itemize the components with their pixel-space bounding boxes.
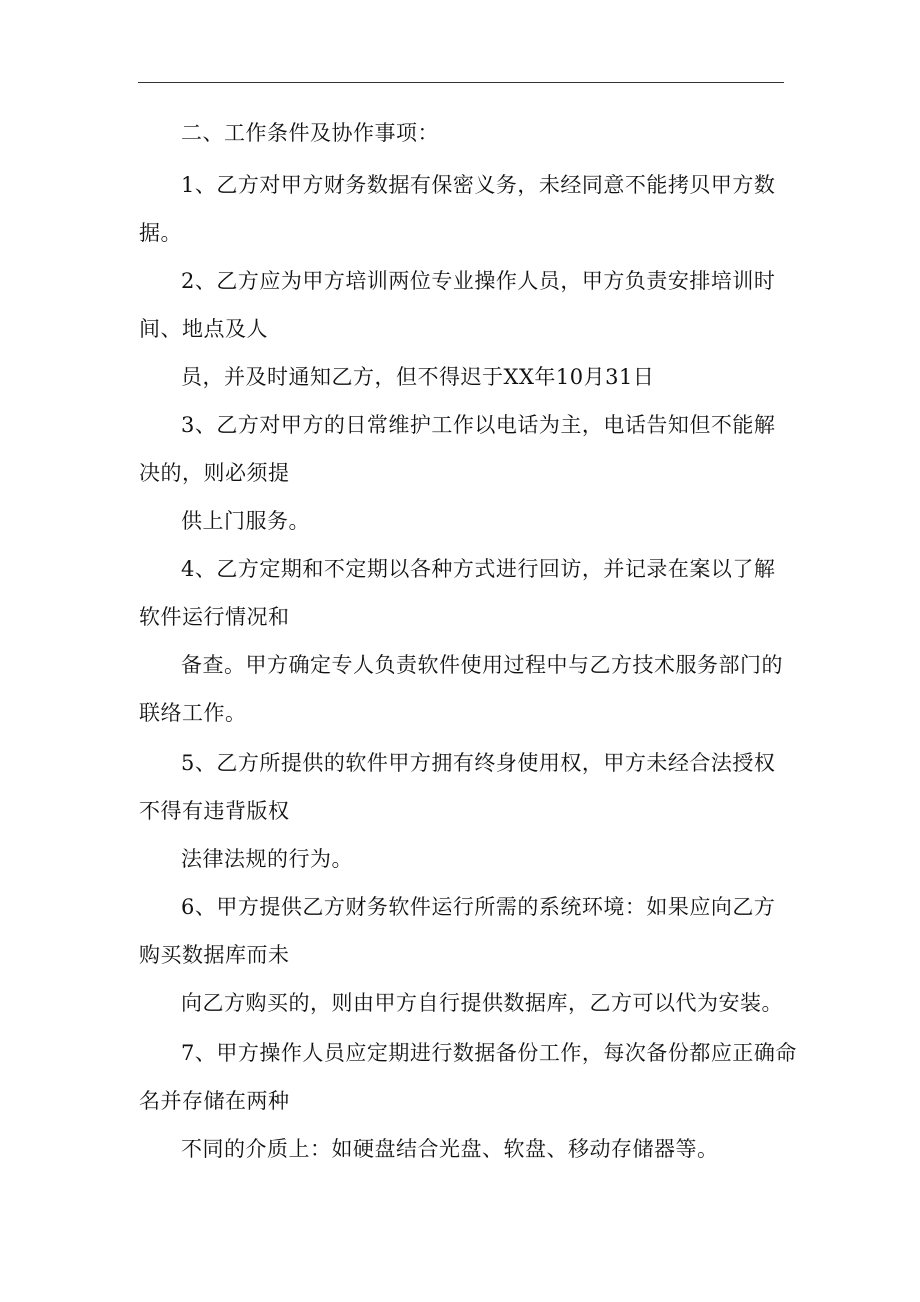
clause-4-line-3: 备查。甲方确定专人负责软件使用过程中与乙方技术服务部门的 bbox=[181, 653, 783, 677]
clause-5-line-1: 5、乙方所提供的软件甲方拥有终身使用权，甲方未经合法授权 bbox=[181, 751, 776, 775]
clause-7-line-3: 不同的介质上：如硬盘结合光盘、软盘、移动存储器等。 bbox=[181, 1137, 719, 1161]
clause-3-line-2: 决的，则必须提 bbox=[139, 461, 290, 485]
clause-2-line-2: 间、地点及人 bbox=[139, 317, 268, 341]
clause-7-line-1: 7、甲方操作人员应定期进行数据备份工作，每次备份都应正确命 bbox=[181, 1041, 797, 1065]
clause-4-line-1: 4、乙方定期和不定期以各种方式进行回访，并记录在案以了解 bbox=[181, 557, 776, 581]
clause-7-line-2: 名并存储在两种 bbox=[139, 1089, 290, 1113]
clause-2-line-3: 员，并及时通知乙方，但不得迟于XX年10月31日 bbox=[181, 365, 655, 389]
clause-3-line-1: 3、乙方对甲方的日常维护工作以电话为主，电话告知但不能解 bbox=[181, 413, 776, 437]
clause-1-line-1: 1、乙方对甲方财务数据有保密义务，未经同意不能拷贝甲方数 bbox=[181, 173, 776, 197]
clause-6-line-2: 购买数据库而未 bbox=[139, 943, 290, 967]
clause-4-line-2: 软件运行情况和 bbox=[139, 605, 290, 629]
clause-6-line-1: 6、甲方提供乙方财务软件运行所需的系统环境：如果应向乙方 bbox=[181, 895, 776, 919]
header-rule bbox=[138, 82, 784, 83]
section-heading: 二、工作条件及协作事项： bbox=[181, 121, 439, 145]
clause-1-line-2: 据。 bbox=[139, 221, 182, 245]
clause-5-line-2: 不得有违背版权 bbox=[139, 799, 290, 823]
clause-2-line-1: 2、乙方应为甲方培训两位专业操作人员，甲方负责安排培训时 bbox=[181, 269, 776, 293]
clause-3-line-3: 供上门服务。 bbox=[181, 509, 310, 533]
clause-6-line-3: 向乙方购买的，则由甲方自行提供数据库，乙方可以代为安装。 bbox=[181, 991, 783, 1015]
clause-4-line-4: 联络工作。 bbox=[139, 701, 247, 725]
clause-5-line-3: 法律法规的行为。 bbox=[181, 847, 353, 871]
